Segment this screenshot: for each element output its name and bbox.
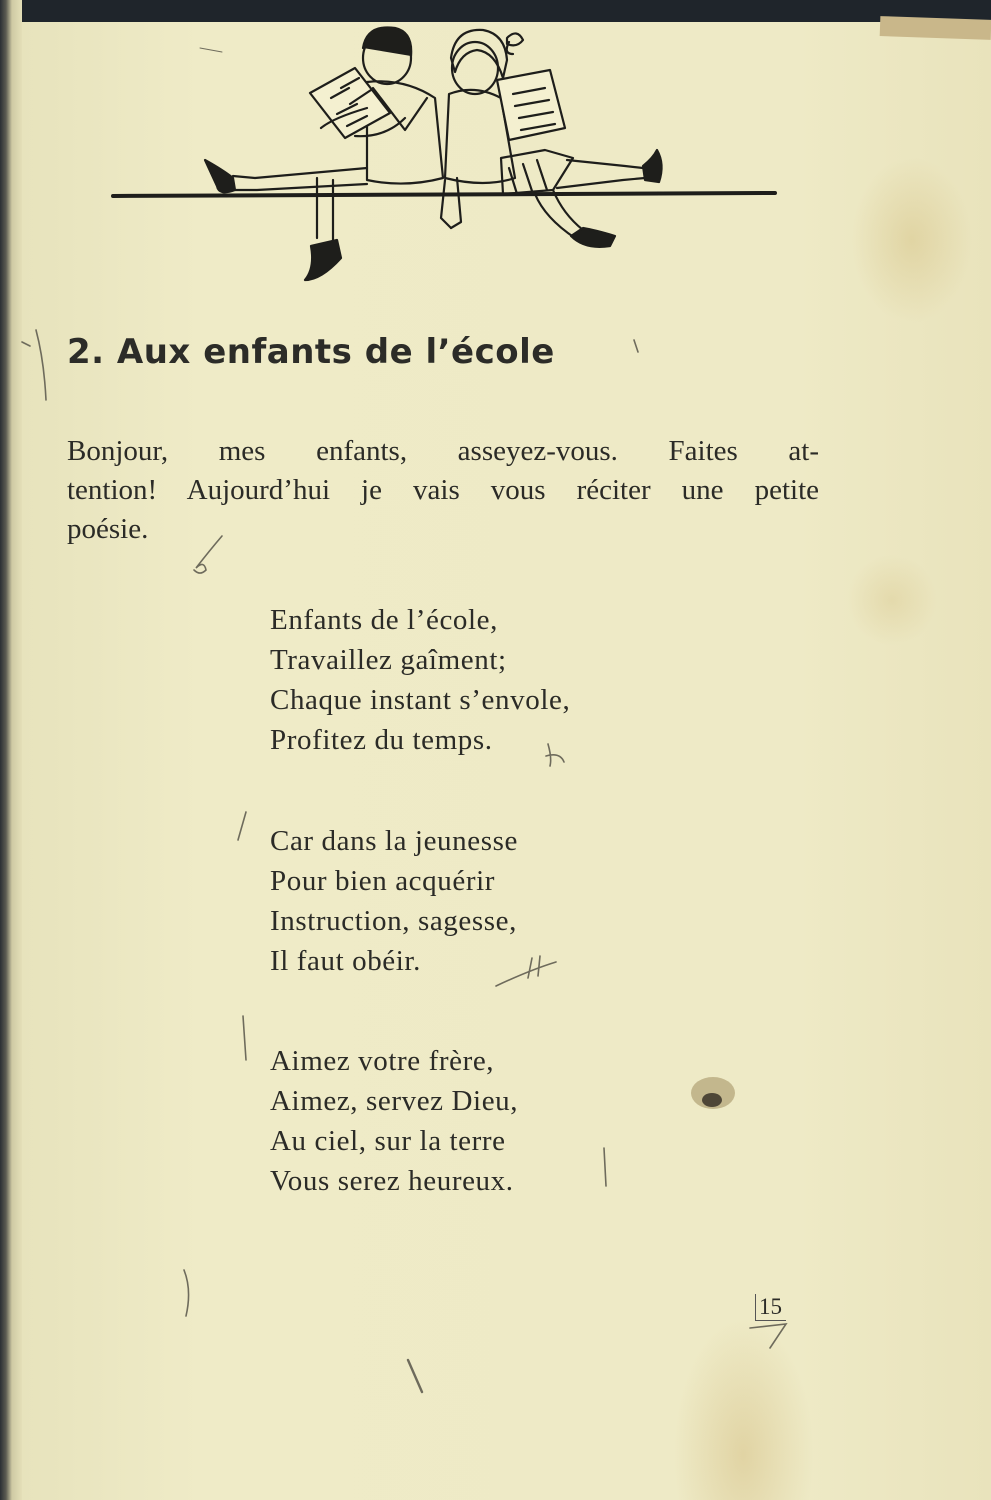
poem-verse: Aimez votre frère, xyxy=(270,1045,495,1077)
intro-line: poésie. xyxy=(67,513,149,545)
poem-verse: Travaillez gaîment; xyxy=(270,644,507,676)
pencil-tick-mark xyxy=(22,342,30,346)
boy-figure xyxy=(205,27,443,280)
poem-stanza-3 xyxy=(270,1041,518,1201)
poem-verse: Instruction, sagesse, xyxy=(270,905,517,937)
poem-stanza-1 xyxy=(270,600,570,760)
page-number: 15 xyxy=(755,1294,786,1321)
pencil-line-mark xyxy=(243,1016,246,1060)
pencil-tick-mark xyxy=(238,812,246,840)
children-reading-illustration xyxy=(105,18,785,288)
girl-figure xyxy=(441,30,662,247)
poem-verse: Chaque instant s’envole, xyxy=(270,684,571,716)
page-title: 2. Aux enfants de l’école xyxy=(67,332,555,372)
book-gutter xyxy=(0,0,22,1500)
pencil-stroke-mark xyxy=(408,1360,422,1392)
intro-line: tention! Aujourd’hui je vais vous réciter une petite xyxy=(67,474,819,506)
worn-paper-corner xyxy=(880,16,991,40)
pencil-bracket-mark xyxy=(36,330,46,400)
poem-verse: Il faut obéir. xyxy=(270,945,421,977)
pencil-line-mark xyxy=(604,1148,606,1186)
poem-verse: Au ciel, sur la terre xyxy=(270,1125,506,1157)
poem-verse: Vous serez heureux. xyxy=(270,1165,514,1197)
intro-line: Bonjour, mes enfants, asseyez-vous. Faites at- xyxy=(67,435,819,467)
pencil-bracket-mark xyxy=(184,1270,189,1316)
poem-verse: Car dans la jeunesse xyxy=(270,825,518,857)
ink-stain xyxy=(691,1077,735,1109)
poem-verse: Aimez, servez Dieu, xyxy=(270,1085,519,1117)
poem-verse: Enfants de l’école, xyxy=(270,604,498,636)
poem-stanza-2 xyxy=(270,821,518,981)
pencil-underline-mark xyxy=(750,1324,786,1348)
poem-verse: Profitez du temps. xyxy=(270,724,493,756)
intro-paragraph xyxy=(67,432,819,549)
poem-verse: Pour bien acquérir xyxy=(270,865,496,897)
pencil-tick-mark xyxy=(634,340,638,352)
